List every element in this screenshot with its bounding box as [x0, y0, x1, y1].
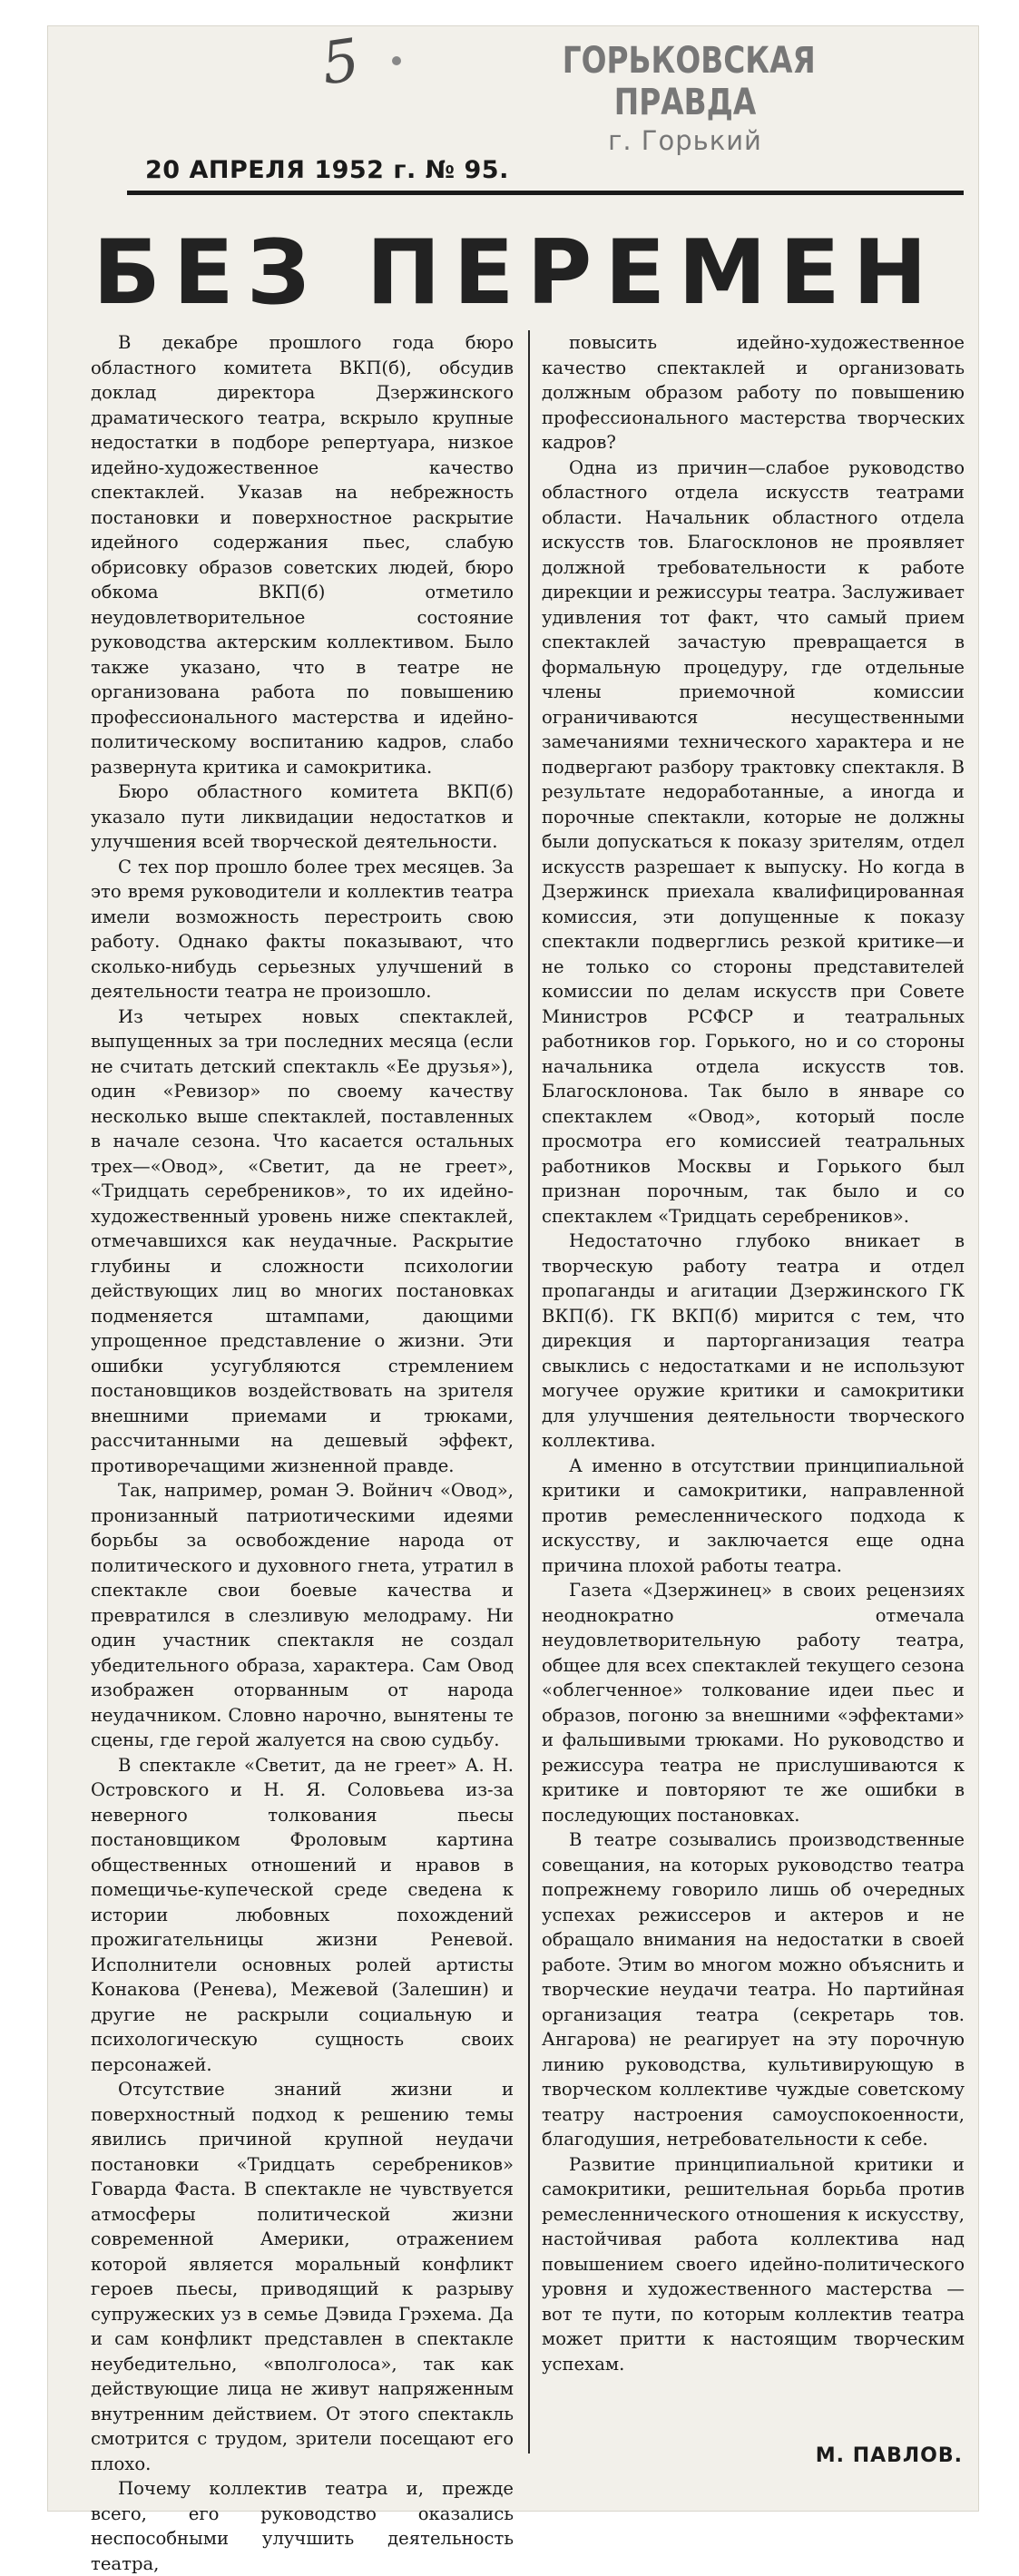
article-paragraph: Недостаточно глубоко вникает в творческую работу театра и отдел пропаганды и агитации Дзержинского ГК ВКП(б). ГК ВКП(б) мирится с тем, что дирекция и парторганизация театра свыклись с недостатками и не используют могучее оружие критики и самокритики для улучшения деятельности творческого коллектива.: [542, 1230, 965, 1451]
author-signature: М. ПАВЛОВ.: [815, 2444, 963, 2467]
article-paragraph: Из четырех новых спектаклей, выпущенных за три последних месяца (если не считать детский спектакль «Ее друзья»), один «Ревизор» по своему качеству несколько выше спектаклей, поставленных в начале сезона. Что касается остальных трех—«Овод», «Светит, да не греет», «Тридцать серебреников», то их идейно-художественный уровень ниже спектаклей, отмечавшихся как неудачные. Раскрытие глубины и сложности психологии действующих лиц во многих постановках подменяется штампами, дающими упрощенное представление о жизни. Эти ошибки усугубляются стремлением постановщиков воздействовать на зрителя внешними приемами и трюками, рассчитанными на дешевый эффект, противоречащими жизненной правде.: [91, 1005, 514, 1476]
newspaper-stamp: [535, 40, 835, 156]
article-paragraph: С тех пор прошло более трех месяцев. За это время руководители и коллектив театра имели возможность перестроить свою работу. Однако факты показывают, что сколько-нибудь серьезных улучшений в деятельности театра не произошло.: [91, 856, 514, 1002]
stamp-newspaper-name: ГОРЬКОВСКАЯ ПРАВДА: [562, 40, 816, 123]
handwritten-page-number: 5: [318, 26, 364, 99]
article-paragraph: В декабре прошлого года бюро областного комитета ВКП(б), обсудив доклад директора Дзержинского драматического театра, вскрыло крупные недостатки в подборе репертуара, низкое идейно-художественное качество спектаклей. Указав на небрежность постановки и поверхностное раскрытие идейного содержания пьес, слабую обрисовку образов советских людей, бюро обкома ВКП(б) отметило неудовлетворительное состояние руководства актерским коллективом. Было также указано, что в театре не организована работа по повышению профессионального мастерства и идейно-политическому воспитанию кадров, слабо развернута критика и самокритика.: [91, 332, 514, 778]
column-right: [542, 330, 965, 2376]
article-paragraph: Почему коллектив театра и, прежде всего, его руководство оказались неспособными улучшить деятельность театра,: [91, 2478, 514, 2574]
column-left: [91, 330, 514, 2576]
column-divider: [528, 330, 530, 2454]
article-paragraph: А именно в отсутствии принципиальной критики и самокритики, направленной против ремесленнического подхода к искусству, и заключается еще одна причина плохой работы театра.: [542, 1455, 965, 1576]
article-paragraph: В театре созывались производственные совещания, на которых руководство театра попрежнему говорило лишь об очередных успехах режиссеров и актеров и не обращало внимания на недостатки в своей работе. Этим во многом можно объяснить и творческие неудачи театра. Но партийная организация театра (секретарь тов. Ангарова) не реагирует на эту порочную линию руководства, культивирующую в творческом коллективе чуждые советскому театру настроения самоуспокоенности, благодушия, нетребовательности к себе.: [542, 1829, 965, 2150]
headline: БЕЗ ПЕРЕМЕН: [93, 221, 940, 325]
article-paragraph: Одна из причин—слабое руководство областного отдела искусств театрами области. Начальник областного отдела искусств тов. Благосклонов не проявляет должной требовательности к работе дирекции и режиссуры театра. Заслуживает удивления тот факт, что самый прием спектаклей зачастую превращается в формальную процедуру, где отдельные члены приемочной комиссии ограничиваются несущественными замечаниями технического характера и не подвергают разбору трактовку спектакля. В результате недоработанные, а иногда и порочные спектакли, которые не должны были допускаться к показу зрителям, отдел искусств разрешает к выпуску. Но когда в Дзержинск приехала квалифицированная комиссия, эти допущенные к показу спектакли подверглись резкой критике—и не только со стороны представителей комиссии по делам искусств при Совете Министров РСФСР и театральных работников гор. Горького, но и со стороны начальника отдела искусств тов. Благосклонова. Так было в январе со спектаклем «Овод», который после просмотра его комиссией театральных работников Москвы и Горького был признан порочным, так было и со спектаклем «Тридцать серебреников».: [542, 456, 965, 1227]
article-paragraph: повысить идейно-художественное качество спектаклей и организовать должным образом работу по повышению профессионального мастерства творческих кадров?: [542, 332, 965, 453]
article-body: [91, 330, 966, 2574]
ink-speck: [392, 56, 401, 65]
article-paragraph: В спектакле «Светит, да не греет» А. Н. Островского и Н. Я. Соловьева из-за неверного толкования пьесы постановщиком Фроловым картина общественных отношений и нравов в помещичье-купеческой среде сведена к истории любовных похождений прожигательницы жизни Реневой. Исполнители основных ролей артисты Конакова (Ренева), Межевой (Залешин) и другие не раскрыли социальную и психологическую сущность своих персонажей.: [91, 1754, 514, 2075]
stamp-city: г. Горький: [608, 125, 762, 156]
article-paragraph: Так, например, роман Э. Войнич «Овод», пронизанный патриотическими идеями борьбы за освобождение народа от политического и духовного гнета, утратил в спектакле свои боевые качества и превратился в слезливую мелодраму. Ни один участник спектакля не создал убедительного образа, характера. Сам Овод изображен оторванным от народа неудачником. Словно нарочно, вынятены те сцены, где герой жалуется на свою судьбу.: [91, 1480, 514, 1750]
article-paragraph: Бюро областного комитета ВКП(б) указало пути ликвидации недостатков и улучшения всей творческой деятельности.: [91, 781, 514, 852]
dateline: 20 АПРЕЛЯ 1952 г. № 95.: [145, 156, 509, 184]
article-paragraph: Отсутствие знаний жизни и поверхностный подход к решению темы явились причиной крупной неудачи постановки «Тридцать серебреников» Говарда Фаста. В спектакле не чувствуется атмосферы политической жизни современной Америки, отражением которой является моральный конфликт героев пьесы, приводящий к разрыву супружеских уз в семье Дэвида Грэхема. Да и сам конфликт представлен в спектакле неубедительно, «вполголоса», так как действующие лица не живут напряженным внутренним действием. От этого спектакль смотрится с трудом, зрители посещают его плохо.: [91, 2079, 514, 2474]
article-paragraph: Развитие принципиальной критики и самокритики, решительная борьба против ремесленнического отношения к искусству, настойчивая работа коллектива над повышением своего идейно-политического уровня и художественного мастерства — вот те пути, по которым коллектив театра может притти к настоящим творческим успехам.: [542, 2153, 965, 2375]
header-rule: [127, 191, 964, 195]
article-paragraph: Газета «Дзержинец» в своих рецензиях неоднократно отмечала неудовлетворительную работу театра, общее для всех спектаклей текущего сезона «облегченное» толкование идеи пьес и образов, погоню за внешними «эффектами» и фальшивыми трюками. Но руководство и режиссура театра не прислушиваются к критике и повторяют те же ошибки в последующих постановках.: [542, 1580, 965, 1826]
